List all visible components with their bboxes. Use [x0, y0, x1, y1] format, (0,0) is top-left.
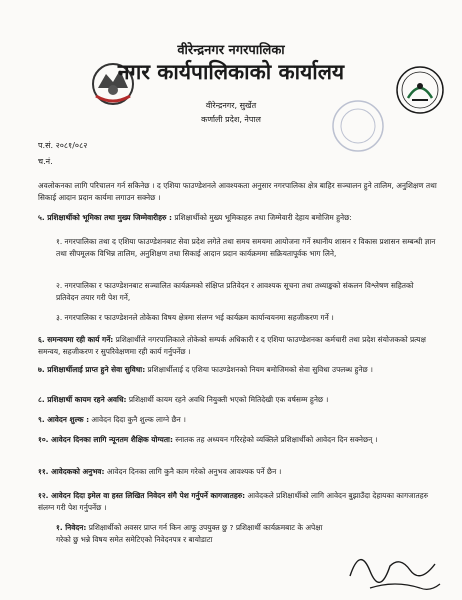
item-7-heading: ७. प्रशिक्षार्थीलाई प्राप्त हुने सेवा सुविधा: [38, 365, 146, 374]
item-12-sub-1-text: प्रशिक्षार्थीको अवसर प्राप्त गर्न किन आफू उपयुक्त छु ? प्रशिक्षार्थी कार्यक्रमबाट के अपेक्षा गरेको छु भन्ने विषय समेत समेटिएको निवेदनपत्र र बायोडाटा [56, 523, 323, 544]
item-5-sub-3: ३. नगरपालिका र फाउण्डेशनले तोकेका विषय क्षेत्रमा संलग्न भई कार्यक्रम कार्यान्वयनमा सहजीकरण गर्ने । [56, 313, 334, 322]
item-10-heading: १०. आवेदन दिनका लागि न्यूनतम शैक्षिक योग्यता: [38, 435, 173, 444]
item-12-sub-1 [56, 522, 326, 546]
item-12-sub-1-label: १. निवेदन: [56, 523, 87, 532]
signature-icon [340, 536, 450, 596]
item-8 [38, 394, 438, 406]
item-11 [38, 466, 438, 478]
item-6-text: प्रशिक्षार्थीले नगरपालिकाले तोकेको सम्पर्क अधिकारी र द एशिया फाउण्डेशनका कर्मचारी तथा प्रदेश संयोजकको प्रत्यक्ष समन्वय, सहजीकरण र सुपरिवेक्षणमा रही कार्य गर्नुपर्नेछ । [38, 335, 426, 356]
item-8-heading: ८. प्रशिक्षार्थी कायम रहने अवधि: [38, 395, 127, 404]
item-5 [38, 212, 438, 224]
intro-paragraph: अवलोकनका लागि परिचालन गर्न सकिनेछ । द एशिया फाउण्डेशनले आवश्यकता अनुसार नगरपालिका क्षेत्र बाहिर सञ्चालन हुने तालिम, अनुशिक्षण तथा सिकाई आदान प्रदान कार्यमा लगाउन सक्नेछ । [38, 181, 437, 202]
item-12 [38, 490, 438, 514]
item-5-sub-1: १. नगरपालिका तथा द एशिया फाउण्डेशनबाट सेवा प्रदेश लगेते तथा समय समयमा आयोजना गर्ने स्थानीय शासन र विकास प्रशासन सम्बन्धी ज्ञान तथा सीपमूलक विभिन्न तालिम, अनुशिक्षण तथा सिकाई आदान प्रदान कार्यक्रममा सक्रियतापूर्वक भाग लिने, [56, 237, 436, 258]
reference-number: प.सं. २०८१/०८२ [38, 141, 88, 150]
item-8-text: प्रशिक्षार्थी कायम रहने अवधि नियुक्ती भएको मितिदेखी एक वर्षसम्म हुनेछ । [128, 395, 329, 404]
item-6-heading: ६. समन्वयमा रही कार्य गर्ने: [38, 335, 114, 344]
item-12-text: आवेदकले प्रशिक्षार्थीको लागि आवेदन बुझाउँदा देहायका कागजातहरु संलग्न गरी पेश गर्नुपर्नेछ । [38, 491, 429, 512]
item-6 [38, 334, 438, 358]
dispatch-number: च.नं. [38, 157, 53, 166]
item-5-heading: ५. प्रशिक्षार्थीको भूमिका तथा मुख्य जिम्मेवारीहरु : [38, 213, 172, 222]
item-11-heading: ११. आवेदकको अनुभव: [38, 467, 105, 476]
office-small-title: वीरेन्द्रनगर नगरपालिका [177, 43, 285, 58]
item-10 [38, 434, 438, 446]
item-9-heading: ९. आवेदन शुल्क : [38, 415, 90, 424]
item-11-text: आवेदन दिनका लागि कुनै काम गरेको अनुभव आवश्यक पर्ने छैन । [106, 467, 282, 476]
address-line-2: कर्णाली प्रदेश, नेपाल [201, 115, 261, 124]
office-main-title: नगर कार्यपालिकाको कार्यालय [117, 60, 345, 84]
address-line-1: वीरेन्द्रनगर, सुर्खेत [205, 101, 257, 110]
item-10-text: स्नातक तह अध्ययन गरिरहेको व्यक्तिले प्रशिक्षार्थीको आवेदन दिन सक्नेछन् । [175, 435, 378, 444]
item-5-sub-2: २. नगरपालिका र फाउण्डेशनबाट सञ्चालित कार्यक्रमको संक्षिप्त प्रतिवेदन र आवश्यक सूचना तथा तथ्याङ्कको संकलन विश्लेषण सहितको प्रतिवेदन तयार गरी पेश गर्ने, [56, 281, 414, 302]
item-9-text: आवेदन दिदा कुनै शुल्क लाग्ने छैन । [91, 415, 186, 424]
item-9 [38, 414, 438, 426]
item-12-heading: १२. आवेदन दिदा इमेल वा हस्त लिखित निवेदन संगै पेश गर्नुपर्ने कागजातहरु: [38, 491, 246, 500]
item-5-text: प्रशिक्षार्थीको मुख्य भूमिकाहरु तथा जिम्मेवारी देहाय बमोजिम हुनेछ: [174, 213, 352, 222]
item-7-text: प्रशिक्षार्थीलाई द एशिया फाउण्डेशनको नियम बमोजिमको सेवा सुविधा उपलब्ध हुनेछ । [147, 365, 373, 374]
item-7 [38, 364, 438, 376]
